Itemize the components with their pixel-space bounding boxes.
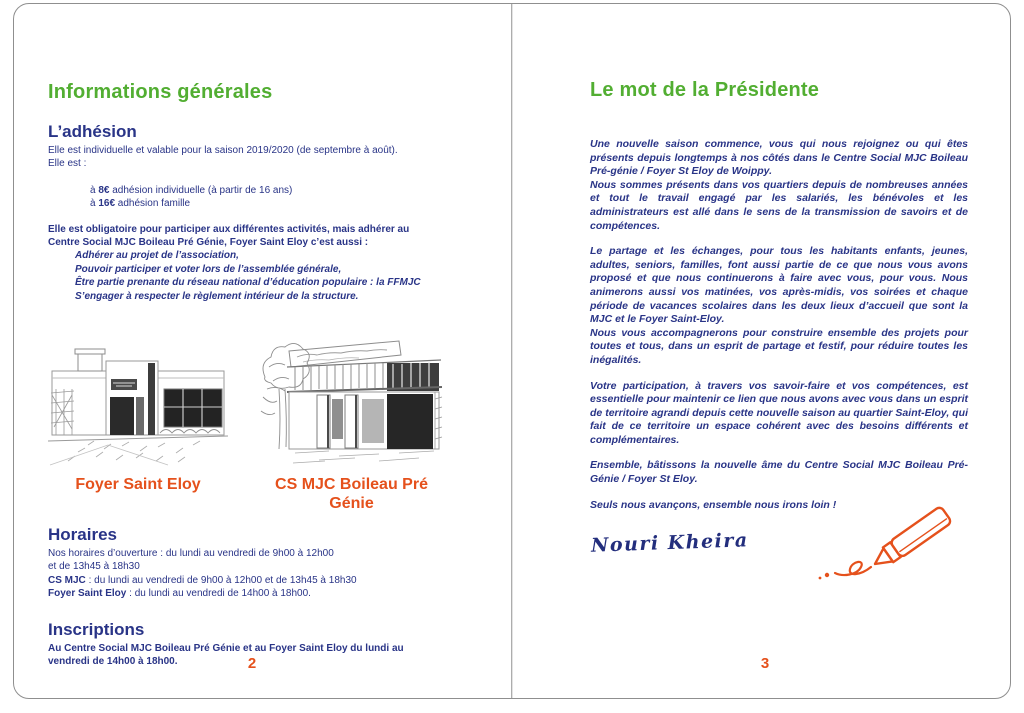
horaires-location-label: Foyer Saint Eloy	[48, 588, 127, 600]
page-number-left: 2	[247, 655, 257, 672]
paragraph: Votre participation, à travers vos savoir-faire et vos compétences, est essentielle pour maintenir ce lien que nous avons avec vous dans un esprit de territoire agrandi depuis cette nouvelle saison au quartier Saint-Eloy, qui fait de ce territoire un espace cohérent avec des besoins différents et complémentaires.	[590, 379, 968, 446]
adhesion-benefits-list	[75, 249, 478, 303]
obligation-line: Elle est obligatoire pour participer aux différentes activités, mais adhérer au	[48, 223, 410, 235]
page-right	[590, 78, 968, 524]
adhesion-heading: L’adhésion	[48, 122, 137, 141]
obligation-line: Centre Social MJC Boileau Pré Génie, Foyer Saint Eloy c’est aussi :	[48, 237, 369, 249]
left-page-title: Informations générales	[48, 81, 273, 103]
paragraph: Seuls nous avançons, ensemble nous irons loin !	[590, 498, 837, 511]
price-prefix: à	[90, 184, 99, 196]
cs-mjc-sketch	[259, 337, 444, 467]
orange-crayon-icon	[817, 482, 977, 587]
photo-caption: CS MJC Boileau Pré Génie	[275, 476, 428, 513]
paragraph: Une nouvelle saison commence, vous qui nous rejoignez ou qui êtes présents depuis longtemps à nos côtés dans le Centre Social MJC Boileau Pré-génie / Foyer St Eloy de Woippy.	[590, 138, 968, 178]
price-description: adhésion individuelle (à partir de 16 ans)	[109, 184, 293, 196]
price-amount: 16€	[98, 198, 116, 210]
horaires-location-label: CS MJC	[48, 574, 86, 586]
paragraph: Le partage et les échanges, pour tous les habitants enfants, jeunes, adultes, seniors, familles, font aussi partie de ce que nous vous avons proposé et que nous continuerons à faire avec vous, pour vous. Nous animerons aussi vos matinées, vos après-midis, vos soirées et chaque période de vacances scolaires dans les deux lieux d’accueil que sont la MJC et le Foyer Saint-Eloy.	[590, 245, 968, 326]
list-item: S’engager à respecter le règlement intérieur de la structure.	[75, 290, 359, 302]
photo-cs-mjc	[259, 337, 444, 513]
presidente-signature: Nouri Kheira	[590, 529, 749, 557]
presidente-paragraph-block	[590, 380, 968, 448]
adhesion-intro-line: Elle est individuelle et valable pour la saison 2019/2020 (de septembre à août).	[48, 145, 398, 156]
horaires-line-cs-mjc	[48, 574, 478, 587]
horaires-location-hours: : du lundi au vendredi de 9h00 à 12h00 et de 13h45 à 18h30	[85, 574, 357, 586]
photo-foyer-saint-eloy	[48, 337, 228, 494]
page-number-right: 3	[760, 655, 770, 672]
price-amount: 8€	[98, 184, 110, 196]
horaires-line: Nos horaires d’ouverture : du lundi au vendredi de 9h00 à 12h00	[48, 548, 334, 560]
horaires-line-foyer	[48, 587, 478, 600]
building-photos-row	[48, 337, 478, 513]
paragraph: Nous sommes présents dans vos quartiers depuis de nombreuses années et tout le travail engagé par les salariés, les bénévoles et les administrateurs est allé dans le sens de la transmission de savoirs et de compétences.	[590, 178, 968, 232]
price-list	[90, 184, 478, 211]
list-item: Être partie prenante du réseau national d’éducation populaire : la FFMJC	[75, 277, 421, 289]
foyer-saint-eloy-sketch	[48, 337, 228, 467]
paragraph: Ensemble, bâtissons la nouvelle âme du Centre Social MJC Boileau Pré-Génie / Foyer St Eloy.	[590, 459, 968, 486]
booklet-spread	[13, 3, 1011, 699]
photo-caption: Foyer Saint Eloy	[75, 476, 201, 494]
list-item: Pouvoir participer et voter lors de l’assemblée générale,	[75, 263, 342, 275]
list-item: Adhérer au projet de l’association,	[75, 250, 239, 262]
presidente-paragraph-block	[590, 245, 968, 367]
inscriptions-line: vendredi de 14h00 à 18h00.	[48, 656, 178, 668]
adhesion-intro-line: Elle est :	[48, 158, 87, 170]
page-left	[48, 80, 478, 669]
horaires-line: et de 13h45 à 18h30	[48, 561, 140, 573]
paragraph: Nous vous accompagnerons pour construire ensemble des projets pour toutes et tous, dans un esprit de partage et festif, pour réduire toutes les inégalités.	[590, 326, 968, 366]
horaires-heading: Horaires	[48, 525, 117, 545]
presidente-paragraph-block	[590, 138, 968, 233]
inscriptions-heading: Inscriptions	[48, 619, 145, 639]
inscriptions-line: Au Centre Social MJC Boileau Pré Génie et au Foyer Saint Eloy du lundi au	[48, 642, 404, 654]
price-line-family	[90, 197, 478, 210]
center-fold-line	[511, 4, 512, 698]
price-prefix: à	[90, 198, 99, 210]
price-line-individual	[90, 184, 478, 197]
right-page-title: Le mot de la Présidente	[590, 79, 820, 101]
price-description: adhésion famille	[115, 198, 191, 210]
horaires-location-hours: : du lundi au vendredi de 14h00 à 18h00.	[126, 588, 311, 600]
